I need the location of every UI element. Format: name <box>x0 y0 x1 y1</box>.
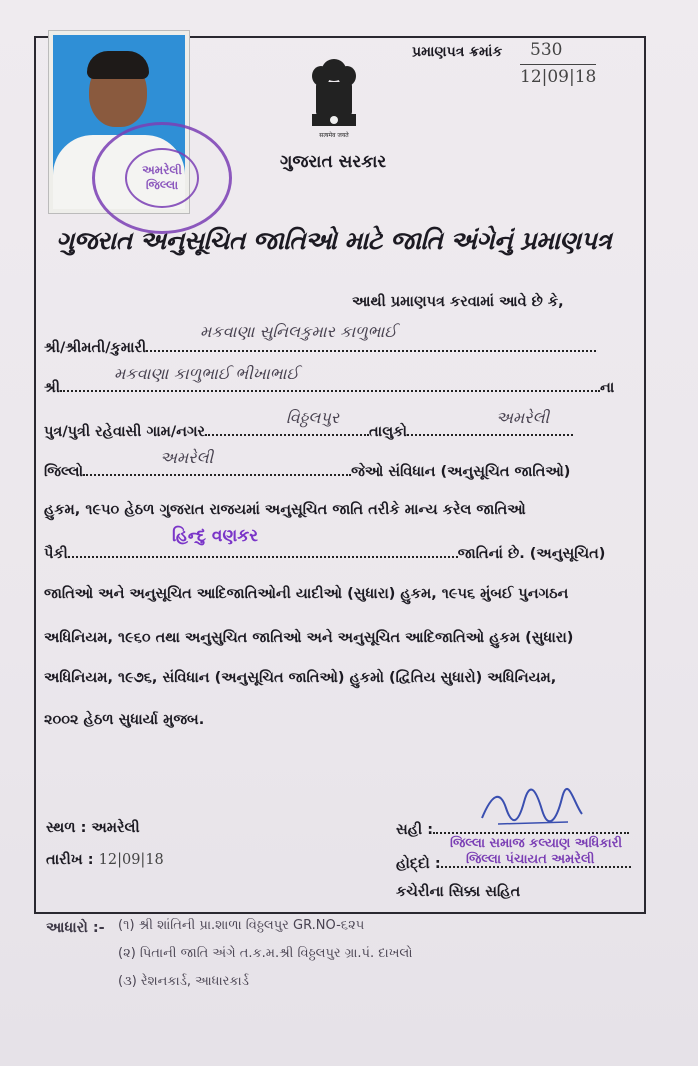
designation-label: હોદ્દો : <box>396 856 441 872</box>
officer-stamp-2: જિલ્લા પંચાયત અમરેલી <box>466 852 595 867</box>
line-order-1956: જાતિઓ અને અનુસૂચિત આદિજાતિઓની યાદીઓ (સુધારા) હુકમ, ૧૯૫૬ મુંબઈ પુનગઠન <box>44 586 569 602</box>
father-name: મકવાણા કાળુભાઈ ભીખાભાઈ <box>114 364 299 383</box>
caste-suffix: જાતિનાં છે. (અનુસૂચિત) <box>457 546 606 562</box>
line-act-1976: અધિનિયમ, ૧૯૭૬, સંવિધાન (અનુસૂચિત જાતિઓ) હુકમો (દ્વિતિય સુધારો) અધિનિયમ, <box>44 670 557 686</box>
state-emblem-icon <box>306 54 362 140</box>
applicant-prefix: શ્રી/શ્રીમતી/કુમારી <box>44 340 147 356</box>
father-prefix: શ્રી <box>44 380 60 396</box>
certificate-number-label: પ્રમાણપત્ર ક્રમાંક <box>412 44 503 60</box>
caste-name: હિન્દુ વણકર <box>172 526 259 546</box>
basis-item-3: (૩) રેશનકાર્ડ, આધારકાર્ડ <box>118 974 249 989</box>
district-name: અમરેલી <box>160 448 214 467</box>
line-2002: ૨૦૦૨ હેઠળ સુધાર્યા મુજબ. <box>44 712 205 728</box>
basis-label: આધારો :- <box>46 920 105 936</box>
district-suffix: જેઓ સંવિધાન (અનુસૂચિત જાતિઓ) <box>351 464 571 480</box>
father-suffix: ના <box>599 380 615 396</box>
taluka-label: તાલુકો <box>369 424 408 440</box>
certificate-number-date: 12|09|18 <box>520 64 596 87</box>
line-order-1950: હુકમ, ૧૯૫૦ હેઠળ ગુજરાત રાજયમાં અનુસૂચિત જાતિ તરીકે માન્ય કરેલ જાતિઓ <box>44 502 526 518</box>
line-caste <box>44 544 605 562</box>
officer-stamp: જિલ્લા સમાજ કલ્યાણ અધિકારી <box>450 836 623 851</box>
signature-label: સહી : <box>396 822 434 838</box>
seal-text-2: જિલ્લા <box>145 178 179 192</box>
intro-line: આથી પ્રમાણપત્ર કરવામાં આવે છે કે, <box>352 294 564 310</box>
office-seal-stamp <box>92 122 232 234</box>
seal-text-1: અમરેલી <box>142 163 182 177</box>
applicant-name: મકવાણા સુનિલકુમાર કાળુભાઈ <box>200 322 397 341</box>
basis-item-2: (૨) પિતાની જાતિ અંગે ત.ક.મ.શ્રી વિઠ્ઠલપુર ગ્રા.પં. દાખલો <box>118 946 413 961</box>
place-field: સ્થળ : અમરેલી <box>46 820 140 836</box>
date-label: તારીખ : <box>46 852 94 868</box>
line-district <box>44 462 570 480</box>
date-value: 12|09|18 <box>98 852 164 868</box>
government-name: ગુજરાત સરકાર <box>280 152 387 172</box>
caste-prefix: પૈકી <box>44 546 68 562</box>
line-act-1960: અધિનિયમ, ૧૯૬૦ તથા અનુસુચિત જાતિઓ અને અનુસૂચિત આદિજાતિઓ હુકમ (સુધારા) <box>44 630 574 646</box>
taluka-name: અમરેલી <box>496 408 550 427</box>
office-seal-note: કચેરીના સિક્કા સહિત <box>396 884 521 900</box>
certificate-title: ગુજરાત અનુસૂચિત જાતિઓ માટે જાતિ અંગેનું પ્રમાણપત્ર <box>56 226 612 255</box>
village-name: વિઠ્ઠલપુર <box>286 408 340 427</box>
residence-prefix: પુત્ર/પુત્રી રહેવાસી ગામ/નગર <box>44 424 206 440</box>
certificate-number-value: 530 <box>530 40 563 60</box>
date-field <box>46 852 164 868</box>
signature-mark <box>478 784 588 834</box>
basis-item-1: (૧) શ્રી શાંતિની પ્રા.શાળા વિઠ્ઠલપુર GR.NO-૬૨૫ <box>118 918 365 933</box>
emblem-motto: सत्यमेव जयते <box>319 132 349 139</box>
district-prefix: જિલ્લો <box>44 464 84 480</box>
